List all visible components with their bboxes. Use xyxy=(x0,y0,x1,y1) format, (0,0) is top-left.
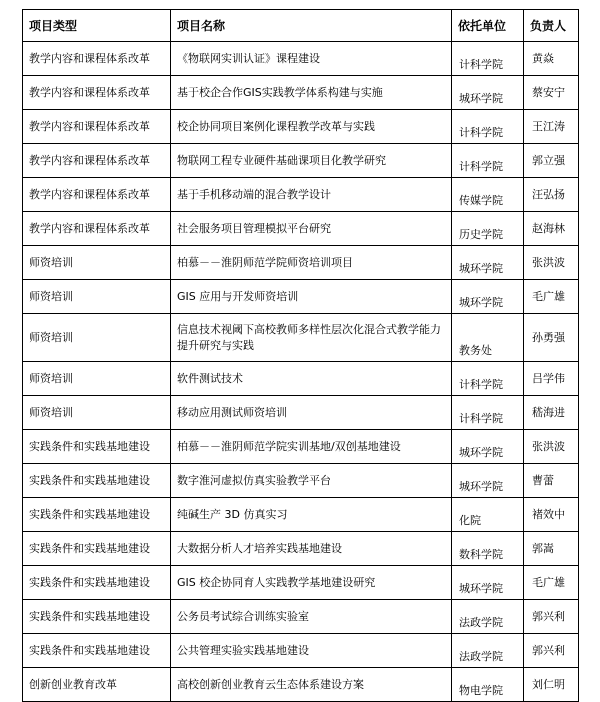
cell-type: 实践条件和实践基地建设 xyxy=(23,498,171,532)
cell-name: 校企协同项目案例化课程教学改革与实践 xyxy=(171,110,452,144)
cell-name: 基于校企合作GIS实践教学体系构建与实施 xyxy=(171,76,452,110)
header-project-type: 项目类型 xyxy=(23,10,171,42)
cell-type: 师资培训 xyxy=(23,280,171,314)
cell-leader: 毛广雄 xyxy=(524,280,579,314)
cell-type: 创新创业教育改革 xyxy=(23,668,171,702)
table-row xyxy=(23,600,579,634)
header-host-unit: 依托单位 xyxy=(452,10,524,42)
table-row xyxy=(23,42,579,76)
table-row xyxy=(23,76,579,110)
cell-unit: 传媒学院 xyxy=(452,178,524,212)
cell-name: 柏慕－－淮阴师范学院师资培训项目 xyxy=(171,246,452,280)
cell-unit: 城环学院 xyxy=(452,76,524,110)
cell-unit: 城环学院 xyxy=(452,430,524,464)
cell-type: 实践条件和实践基地建设 xyxy=(23,430,171,464)
cell-leader: 郭兴利 xyxy=(524,634,579,668)
cell-unit: 城环学院 xyxy=(452,464,524,498)
cell-leader: 郭嵩 xyxy=(524,532,579,566)
cell-leader: 褚效中 xyxy=(524,498,579,532)
cell-type: 师资培训 xyxy=(23,246,171,280)
cell-type: 实践条件和实践基地建设 xyxy=(23,566,171,600)
table-row xyxy=(23,212,579,246)
table-row xyxy=(23,314,579,362)
cell-name: 《物联网实训认证》课程建设 xyxy=(171,42,452,76)
cell-leader: 汪弘扬 xyxy=(524,178,579,212)
cell-name: 高校创新创业教育云生态体系建设方案 xyxy=(171,668,452,702)
cell-type: 教学内容和课程体系改革 xyxy=(23,110,171,144)
cell-unit: 计科学院 xyxy=(452,362,524,396)
cell-unit: 数科学院 xyxy=(452,532,524,566)
cell-unit: 法政学院 xyxy=(452,600,524,634)
cell-type: 教学内容和课程体系改革 xyxy=(23,178,171,212)
cell-unit: 物电学院 xyxy=(452,668,524,702)
cell-unit: 计科学院 xyxy=(452,110,524,144)
cell-name: 大数据分析人才培养实践基地建设 xyxy=(171,532,452,566)
cell-name: GIS 应用与开发师资培训 xyxy=(171,280,452,314)
header-leader: 负责人 xyxy=(524,10,579,42)
cell-type: 师资培训 xyxy=(23,362,171,396)
cell-name: 基于手机移动端的混合教学设计 xyxy=(171,178,452,212)
cell-type: 教学内容和课程体系改革 xyxy=(23,212,171,246)
cell-unit: 城环学院 xyxy=(452,566,524,600)
table-row xyxy=(23,566,579,600)
table-row xyxy=(23,430,579,464)
cell-unit: 法政学院 xyxy=(452,634,524,668)
table-row xyxy=(23,110,579,144)
cell-leader: 蔡安宁 xyxy=(524,76,579,110)
cell-unit: 化院 xyxy=(452,498,524,532)
cell-type: 师资培训 xyxy=(23,396,171,430)
table-row xyxy=(23,532,579,566)
cell-leader: 郭兴利 xyxy=(524,600,579,634)
cell-type: 实践条件和实践基地建设 xyxy=(23,600,171,634)
cell-type: 教学内容和课程体系改革 xyxy=(23,42,171,76)
cell-leader: 嵇海进 xyxy=(524,396,579,430)
cell-leader: 赵海林 xyxy=(524,212,579,246)
cell-leader: 刘仁明 xyxy=(524,668,579,702)
cell-leader: 郭立强 xyxy=(524,144,579,178)
cell-name: 纯碱生产 3D 仿真实习 xyxy=(171,498,452,532)
cell-type: 实践条件和实践基地建设 xyxy=(23,634,171,668)
cell-leader: 曹蕾 xyxy=(524,464,579,498)
table-row xyxy=(23,634,579,668)
cell-type: 教学内容和课程体系改革 xyxy=(23,144,171,178)
cell-leader: 毛广雄 xyxy=(524,566,579,600)
cell-name: 物联网工程专业硬件基础课项目化教学研究 xyxy=(171,144,452,178)
cell-name: 数字淮河虚拟仿真实验教学平台 xyxy=(171,464,452,498)
cell-unit: 计科学院 xyxy=(452,42,524,76)
cell-unit: 历史学院 xyxy=(452,212,524,246)
cell-leader: 孙勇强 xyxy=(524,314,579,362)
cell-name: 社会服务项目管理模拟平台研究 xyxy=(171,212,452,246)
project-table xyxy=(22,9,579,702)
cell-leader: 王江涛 xyxy=(524,110,579,144)
cell-leader: 吕学伟 xyxy=(524,362,579,396)
cell-leader: 张洪波 xyxy=(524,246,579,280)
cell-type: 实践条件和实践基地建设 xyxy=(23,464,171,498)
cell-name: 移动应用测试师资培训 xyxy=(171,396,452,430)
cell-leader: 黄焱 xyxy=(524,42,579,76)
table-row xyxy=(23,396,579,430)
cell-name: 柏慕－－淮阴师范学院实训基地/双创基地建设 xyxy=(171,430,452,464)
table-row xyxy=(23,246,579,280)
table-row xyxy=(23,668,579,702)
table-row xyxy=(23,498,579,532)
table-row xyxy=(23,280,579,314)
cell-name: 信息技术视阈下高校教师多样性层次化混合式教学能力提升研究与实践 xyxy=(171,314,452,362)
cell-name: GIS 校企协同育人实践教学基地建设研究 xyxy=(171,566,452,600)
header-project-name: 项目名称 xyxy=(171,10,452,42)
table-header-row xyxy=(23,10,579,42)
cell-name: 公共管理实验实践基地建设 xyxy=(171,634,452,668)
cell-type: 教学内容和课程体系改革 xyxy=(23,76,171,110)
cell-unit: 计科学院 xyxy=(452,396,524,430)
cell-name: 公务员考试综合训练实验室 xyxy=(171,600,452,634)
table-row xyxy=(23,362,579,396)
cell-type: 实践条件和实践基地建设 xyxy=(23,532,171,566)
cell-unit: 计科学院 xyxy=(452,144,524,178)
table-row xyxy=(23,178,579,212)
cell-leader: 张洪波 xyxy=(524,430,579,464)
cell-unit: 教务处 xyxy=(452,314,524,362)
cell-name: 软件测试技术 xyxy=(171,362,452,396)
cell-unit: 城环学院 xyxy=(452,280,524,314)
table-row xyxy=(23,464,579,498)
table-row xyxy=(23,144,579,178)
cell-type: 师资培训 xyxy=(23,314,171,362)
cell-unit: 城环学院 xyxy=(452,246,524,280)
